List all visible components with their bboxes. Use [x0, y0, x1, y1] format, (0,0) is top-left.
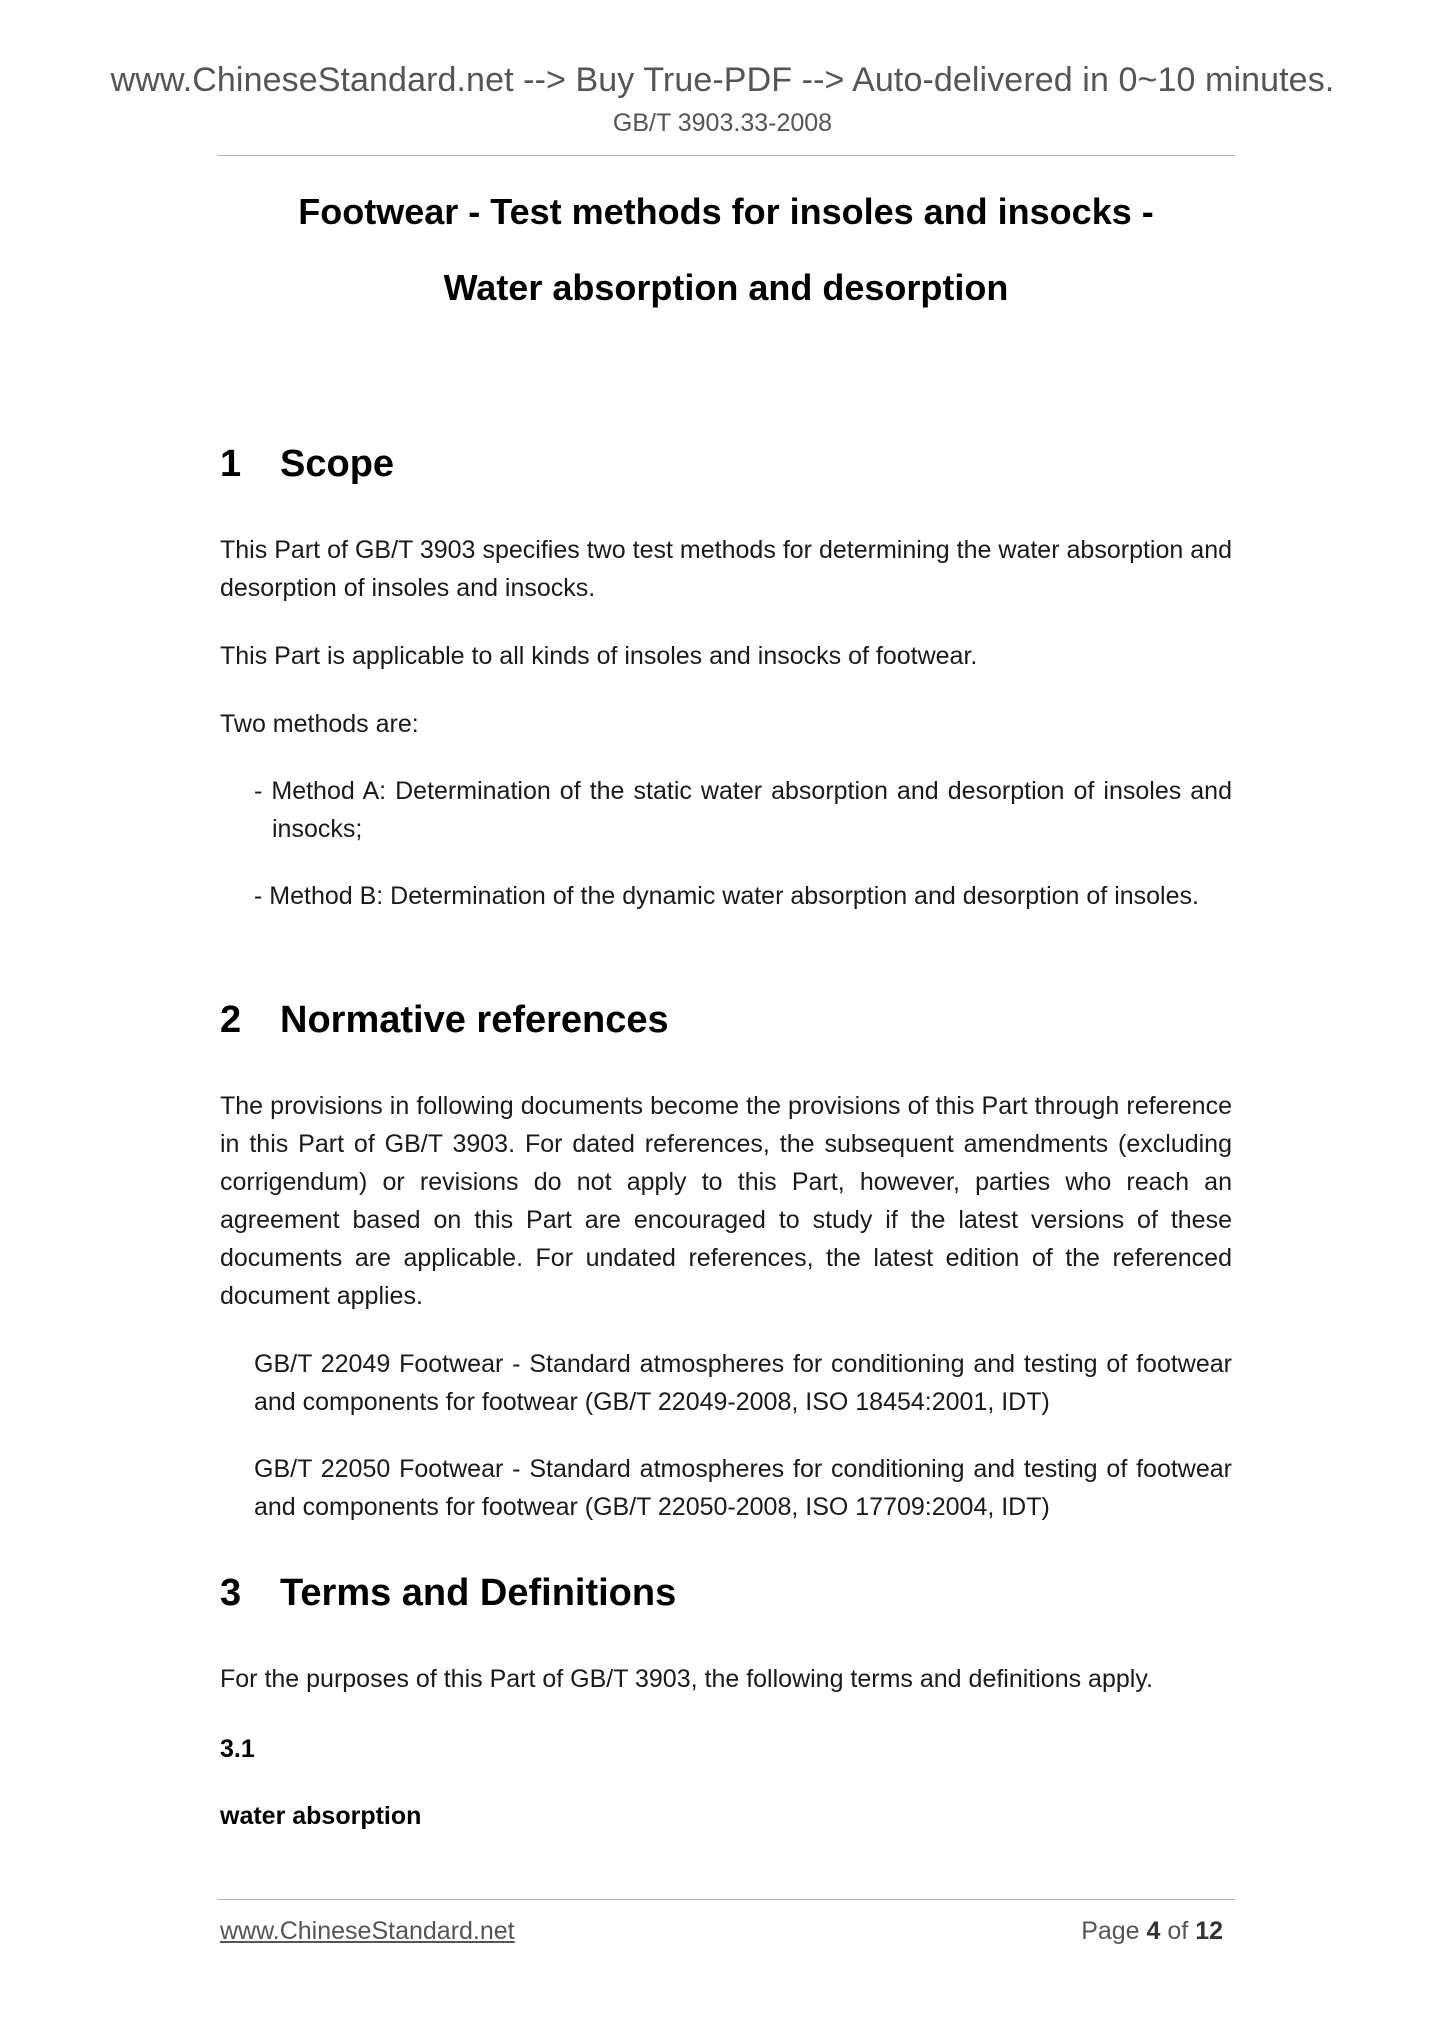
section-number: 1: [220, 443, 242, 485]
section-heading-scope: [220, 443, 394, 486]
section-heading-terms-definitions: [220, 1572, 676, 1615]
page-indicator: [1081, 1917, 1223, 1946]
term-water-absorption: water absorption: [220, 1802, 422, 1830]
document-title-line1: Footwear - Test methods for insoles and insocks -: [298, 191, 1154, 232]
footer-website-link[interactable]: www.ChineseStandard.net: [220, 1917, 515, 1945]
scope-paragraph-3: Two methods are:: [220, 710, 419, 738]
section-title: Terms and Definitions: [280, 1572, 677, 1614]
page-prefix: Page: [1081, 1917, 1147, 1945]
total-pages: 12: [1195, 1917, 1223, 1945]
document-title-line2: Water absorption and desorption: [443, 267, 1009, 308]
section-title: Scope: [280, 443, 395, 485]
section-number: 2: [220, 999, 242, 1041]
section-heading-normative-references: [220, 999, 669, 1042]
section-title: Normative references: [280, 999, 669, 1041]
reference-gbt-22050: GB/T 22050 Footwear - Standard atmospheres for conditioning and testing of footwear and components for footwear (GB/T 22050-2008, ISO 17709:2004, IDT): [254, 1455, 1232, 1521]
page-of: of: [1160, 1917, 1196, 1945]
footer-divider: [217, 1899, 1235, 1900]
references-paragraph: The provisions in following documents become the provisions of this Part through reference in this Part of GB/T 3903. For dated references, the subsequent amendments (excluding corrigendum) or revisions do not apply to this Part, however, parties who reach an agreement based on this Part are encouraged to study if the latest versions of these documents are applicable. For undated references, the latest edition of the referenced document applies.: [220, 1092, 1232, 1310]
current-page-number: 4: [1146, 1917, 1161, 1945]
page-header: [0, 58, 1445, 140]
method-a-item: - Method A: Determination of the static water absorption and desorption of insoles and insocks;: [254, 777, 1232, 843]
header-banner: www.ChineseStandard.net --> Buy True-PDF --> Auto-delivered in 0~10 minutes.: [110, 61, 1335, 99]
scope-paragraph-2: This Part is applicable to all kinds of insoles and insocks of footwear.: [220, 642, 978, 670]
header-divider: [217, 155, 1235, 156]
subclause-number: 3.1: [220, 1735, 255, 1763]
standard-number: GB/T 3903.33-2008: [612, 109, 833, 137]
terms-paragraph: For the purposes of this Part of GB/T 3903, the following terms and definitions apply.: [220, 1665, 1153, 1693]
scope-paragraph-1: This Part of GB/T 3903 specifies two test methods for determining the water absorption and desorption of insoles and insocks.: [220, 536, 1232, 602]
method-b-item: - Method B: Determination of the dynamic water absorption and desorption of insoles.: [254, 882, 1199, 910]
section-number: 3: [220, 1572, 242, 1614]
reference-gbt-22049: GB/T 22049 Footwear - Standard atmospheres for conditioning and testing of footwear and components for footwear (GB/T 22049-2008, ISO 18454:2001, IDT): [254, 1350, 1232, 1416]
